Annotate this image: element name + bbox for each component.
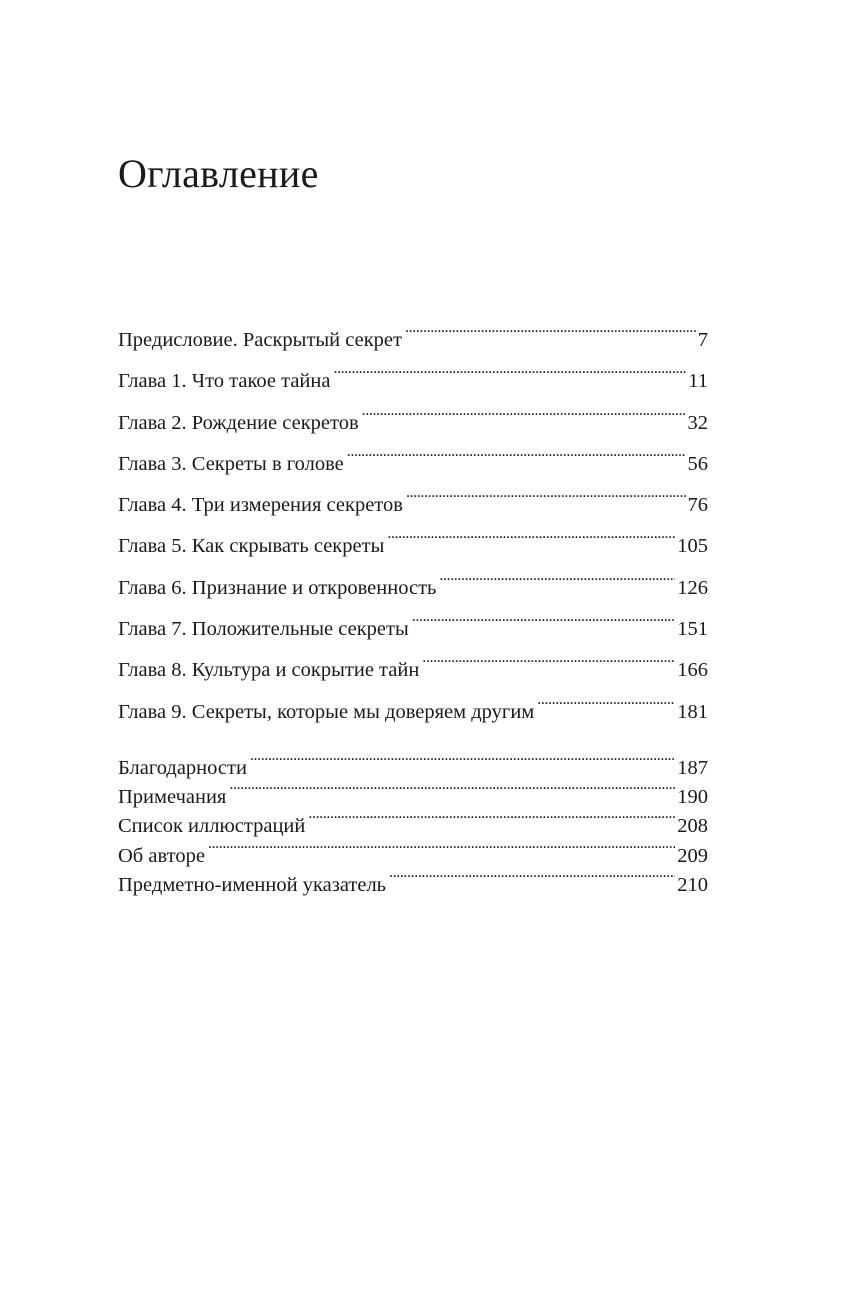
toc-backmatter-list	[118, 746, 708, 896]
toc-entry-chapter-8[interactable]	[118, 648, 708, 689]
toc-entry-page-number: 190	[677, 786, 708, 809]
dot-leader	[406, 483, 686, 511]
toc-entry-title: Глава 8. Культура и сокрытие тайн	[118, 659, 420, 682]
toc-entry-title: Список иллюстраций	[118, 815, 306, 838]
dot-leader	[333, 359, 686, 387]
toc-entry-title: Глава 6. Признание и откровенность	[118, 576, 437, 599]
toc-entry-page-number: 56	[687, 452, 708, 475]
toc-entry-page-number: 166	[677, 659, 708, 682]
toc-entry-title: Глава 4. Три измерения секретов	[118, 494, 403, 517]
toc-entry-page-number: 126	[677, 576, 708, 599]
toc-entry-title: Глава 2. Рождение секретов	[118, 411, 359, 434]
dot-leader	[405, 318, 696, 346]
toc-entry-title: Примечания	[118, 786, 227, 809]
toc-entry-page-number: 181	[677, 700, 708, 723]
toc-entry-page-number: 209	[677, 844, 708, 867]
dot-leader	[250, 746, 675, 774]
toc-entry-title: Предметно-именной указатель	[118, 873, 387, 896]
toc-entry-page-number: 32	[687, 411, 708, 434]
toc-entry-chapter-3[interactable]	[118, 442, 708, 483]
dot-leader	[389, 863, 675, 891]
toc-entry-page-number: 11	[688, 370, 708, 393]
toc-entry-chapter-7[interactable]	[118, 607, 708, 648]
dot-leader	[308, 804, 675, 832]
toc-entry-page-number: 105	[677, 535, 708, 558]
toc-entry-title: Глава 5. Как скрывать секреты	[118, 535, 385, 558]
dot-leader	[362, 401, 686, 429]
toc-entry-page-number: 76	[687, 494, 708, 517]
toc-entry-page-number: 210	[677, 873, 708, 896]
toc-entry-page-number: 187	[677, 757, 708, 779]
dot-leader	[347, 442, 686, 470]
toc-entry-page-number: 208	[677, 815, 708, 838]
toc-entry-page-number: 7	[697, 329, 708, 351]
toc-entry-title: Глава 1. Что такое тайна	[118, 370, 331, 393]
toc-entry-title: Предисловие. Раскрытый секрет	[118, 329, 402, 351]
toc-entry-chapter-9[interactable]	[118, 690, 708, 731]
toc-chapters-list	[118, 318, 708, 731]
dot-leader	[387, 524, 675, 552]
dot-leader	[537, 690, 675, 718]
toc-entry-chapter-2[interactable]	[118, 401, 708, 442]
toc-entry-chapter-1[interactable]	[118, 359, 708, 400]
toc-entry-chapter-4[interactable]	[118, 483, 708, 524]
toc-entry-page-number: 151	[677, 618, 708, 641]
toc-entry-preface[interactable]	[118, 318, 708, 359]
dot-leader	[412, 607, 675, 635]
toc-entry-index[interactable]	[118, 863, 708, 896]
page-title: Оглавление	[118, 151, 319, 196]
toc-entry-title: Об авторе	[118, 844, 205, 867]
toc-entry-title: Благодарности	[118, 757, 247, 779]
dot-leader	[208, 834, 675, 862]
dot-leader	[439, 566, 675, 594]
toc-entry-title: Глава 3. Секреты в голове	[118, 452, 344, 475]
toc-entry-chapter-5[interactable]	[118, 524, 708, 565]
toc-entry-title: Глава 7. Положительные секреты	[118, 618, 409, 641]
dot-leader	[422, 648, 675, 676]
toc-entry-chapter-6[interactable]	[118, 566, 708, 607]
dot-leader	[229, 775, 675, 803]
toc-entry-acknowledgements[interactable]	[118, 746, 708, 779]
toc-entry-title: Глава 9. Секреты, которые мы доверяем другим	[118, 700, 535, 723]
